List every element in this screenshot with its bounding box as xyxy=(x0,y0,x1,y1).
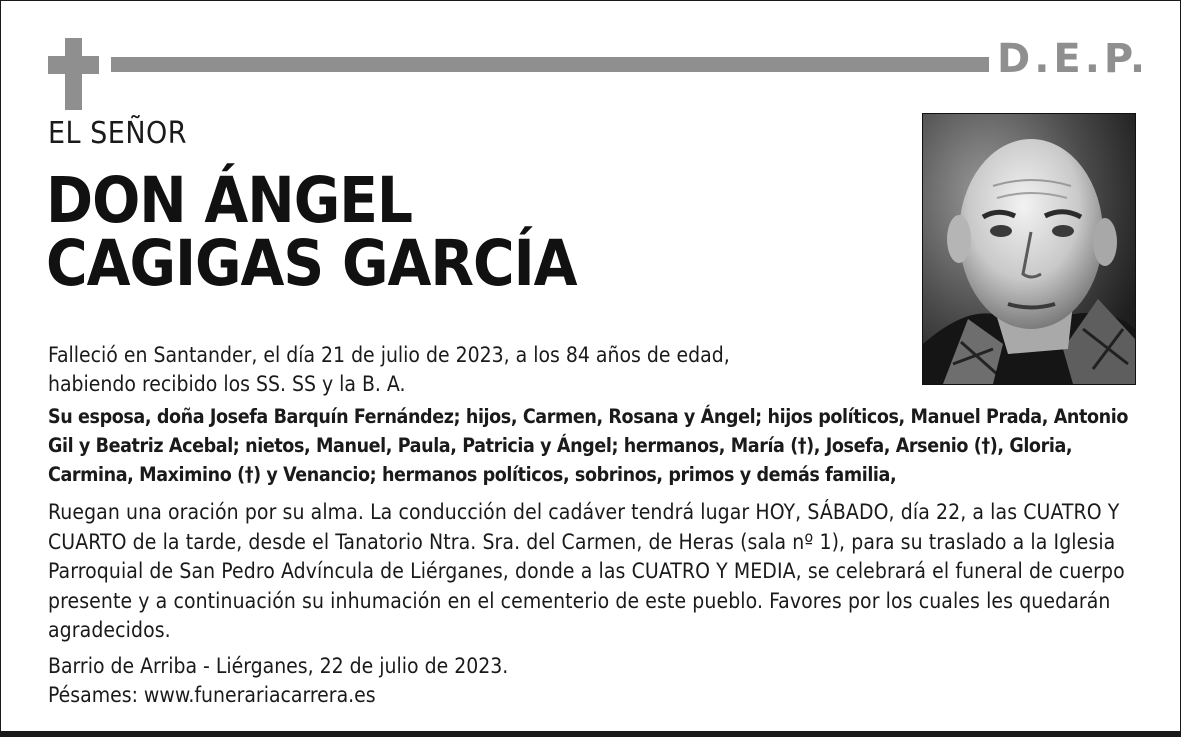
death-line-1: Falleció en Santander, el día 21 de julio de 2023, a los 84 años de edad, xyxy=(48,343,730,367)
honorific: EL SEÑOR xyxy=(48,116,188,151)
place-date: Barrio de Arriba - Liérganes, 22 de julio de 2023. xyxy=(48,654,509,678)
death-announcement xyxy=(48,341,898,399)
condolences-link: Pésames: www.funerariacarrera.es xyxy=(48,683,376,707)
name-line-1: DON ÁNGEL xyxy=(46,164,413,237)
header-rule xyxy=(111,57,989,72)
dep-abbreviation: D.E.P. xyxy=(997,36,1150,82)
portrait-photo xyxy=(922,113,1136,385)
family-list: Su esposa, doña Josefa Barquín Fernández; hijos, Carmen, Rosana y Ángel; hijos políticos, Manuel Prada, Antonio Gil y Beatriz Acebal; nietos, Manuel, Paula, Patricia y Ángel; hermanos, María (†), Josefa, Arsenio (†), Gloria, Carmina, Maximino (†) y Venancio; hermanos políticos, sobrinos, primos y demás familia, xyxy=(48,405,1128,486)
ceremony-details: Ruegan una oración por su alma. La conducción del cadáver tendrá lugar HOY, SÁBADO, día 22, a las CUATRO Y CUARTO de la tarde, desde el Tanatorio Ntra. Sra. del Carmen, de Heras (sala nº 1), para su traslado a la Iglesia Parroquial de San Pedro Advíncula de Liérganes, donde a las CUATRO Y MEDIA, se celebrará el funeral de cuerpo presente y a continuación su inhumación en el cementerio de este pueblo. Favores por los cuales les quedarán agradecidos. xyxy=(48,500,1125,642)
name-line-2: CAGIGAS GARCÍA xyxy=(46,227,577,300)
deceased-name xyxy=(46,164,577,300)
death-line-2: habiendo recibido los SS. SS y la B. A. xyxy=(48,372,406,396)
